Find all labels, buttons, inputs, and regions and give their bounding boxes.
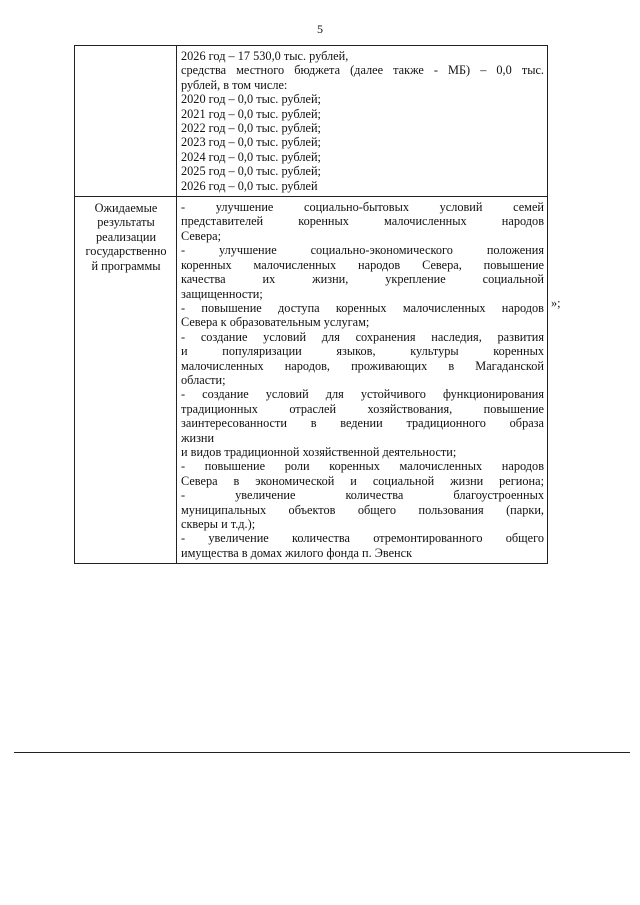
label-line: результаты: [97, 215, 155, 230]
label-line: Ожидаемые: [94, 201, 158, 216]
funding-line: 2025 год – 0,0 тыс. рублей;: [181, 164, 321, 179]
result-line: - улучшение социально-экономического положения: [181, 243, 544, 258]
expected-results-cell: [177, 197, 548, 564]
funding-line: 2026 год – 17 530,0 тыс. рублей,: [181, 49, 349, 63]
result-line: имущества в домах жилого фонда п. Эвенск: [181, 545, 413, 560]
label-line: государственно: [85, 244, 167, 259]
funding-line: 2020 год – 0,0 тыс. рублей;: [181, 92, 321, 107]
bottom-divider: [14, 752, 630, 753]
result-line: и популяризации языков, культуры коренных: [181, 344, 544, 359]
page-number: 5: [317, 22, 323, 36]
result-line: - улучшение социально-бытовых условий семей: [181, 200, 544, 215]
result-line: Севера к образовательным услугам;: [181, 315, 370, 330]
result-line: заинтересованности в ведении традиционного образа: [181, 416, 544, 431]
closing-quote: »;: [551, 296, 561, 310]
result-line: малочисленных народов, проживающих в Магаданской: [181, 358, 544, 373]
result-line: жизни: [181, 430, 215, 445]
row-label-empty: [75, 46, 177, 197]
result-line: - увеличение количества благоустроенных: [181, 488, 544, 503]
result-line: традиционных отраслей хозяйствования, повышение: [181, 401, 544, 416]
label-line: й программы: [91, 258, 161, 273]
result-line: Севера в экономической и социальной жизни региона;: [181, 473, 544, 488]
funding-line: 2021 год – 0,0 тыс. рублей;: [181, 106, 321, 121]
result-line: представителей коренных малочисленных народов: [181, 214, 544, 229]
result-line: области;: [181, 372, 226, 387]
result-line: - создание условий для сохранения наследия, развития: [181, 329, 544, 344]
result-line: - повышение роли коренных малочисленных народов: [181, 459, 544, 474]
result-line: - повышение доступа коренных малочисленных народов: [181, 300, 544, 315]
result-line: скверы и т.д.);: [181, 517, 256, 531]
result-line: защищенности;: [181, 286, 263, 301]
result-line: и видов традиционной хозяйственной деятельности;: [181, 444, 457, 459]
program-table: [74, 45, 548, 564]
result-line: Севера;: [181, 228, 222, 243]
table-row: [75, 46, 548, 197]
result-line: качества их жизни, укрепление социальной: [181, 272, 544, 287]
funding-line: рублей, в том числе:: [181, 77, 288, 92]
funding-line: 2022 год – 0,0 тыс. рублей;: [181, 121, 321, 136]
label-line: реализации: [95, 229, 157, 244]
result-line: - создание условий для устойчивого функционирования: [181, 387, 544, 402]
table-row: [75, 197, 548, 564]
funding-cell: [177, 46, 548, 197]
funding-line: 2024 год – 0,0 тыс. рублей;: [181, 149, 321, 164]
funding-line: 2026 год – 0,0 тыс. рублей: [181, 178, 318, 193]
result-line: коренных малочисленных народов Севера, повышение: [181, 257, 544, 272]
result-line: муниципальных объектов общего пользования (парки,: [181, 502, 544, 517]
funding-line: 2023 год – 0,0 тыс. рублей;: [181, 135, 321, 150]
funding-line: средства местного бюджета (далее также - МБ) – 0,0 тыс.: [181, 63, 544, 78]
expected-results-label: [75, 197, 177, 564]
result-line: - увеличение количества отремонтированного общего: [181, 531, 544, 546]
